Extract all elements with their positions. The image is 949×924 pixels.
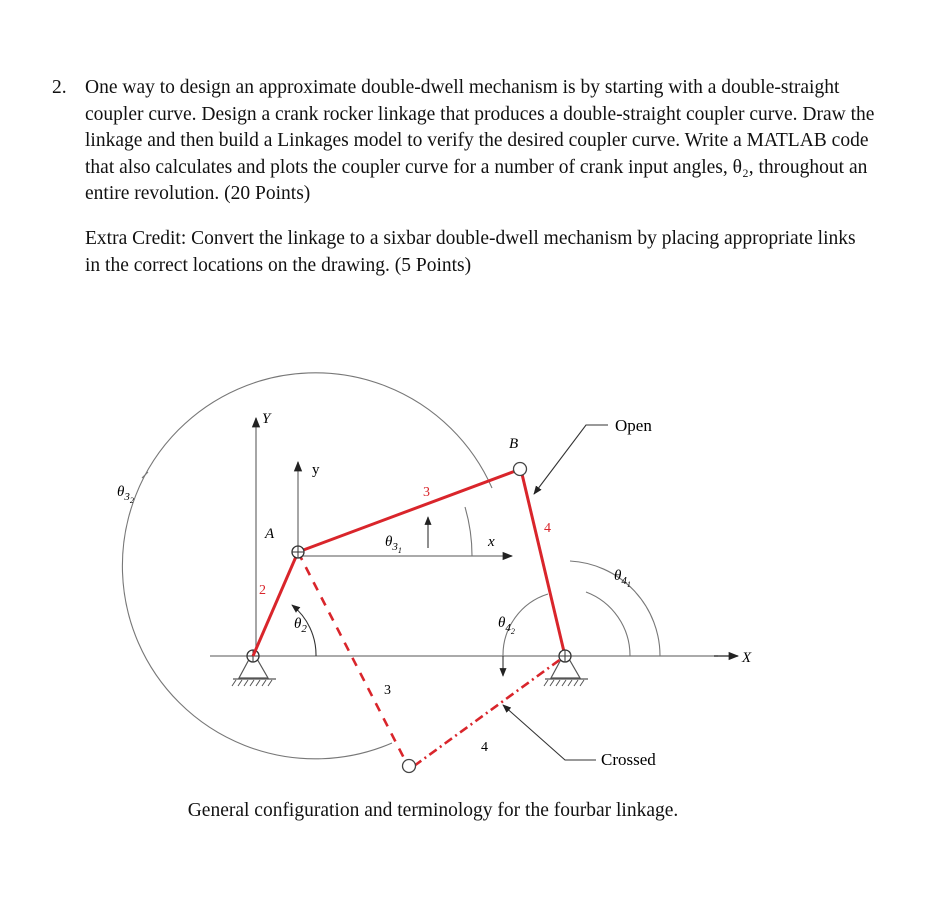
label-theta32: $\theta_{32}$	[117, 484, 134, 505]
figure-caption: General configuration and terminology for the fourbar linkage.	[187, 800, 679, 821]
label-link-4-open: 4	[544, 521, 551, 536]
theta31-arc	[465, 507, 472, 556]
joint-O4	[559, 650, 571, 662]
fourbar-linkage-diagram	[0, 350, 949, 800]
label-link-2: 2	[259, 583, 266, 598]
link-4-open	[522, 474, 565, 656]
extra-credit-text: Extra Credit: Convert the linkage to a sixbar double-dwell mechanism by placing appropriate links in the correct locations on the drawing. (5 Points)	[85, 228, 856, 276]
link-2	[253, 552, 298, 656]
label-link-4-crossed: 4	[481, 740, 488, 755]
link-3-open	[298, 470, 518, 552]
label-theta31: $\theta_{31}$	[385, 534, 402, 555]
label-link-3-crossed: 3	[384, 683, 391, 698]
theta32-arc	[122, 373, 492, 759]
label-B: B	[509, 436, 519, 452]
problem-2	[52, 75, 902, 208]
label-A: A	[265, 526, 275, 542]
theta32-leader	[142, 472, 148, 478]
open-leader	[534, 425, 608, 494]
label-theta42: $\theta_{42}$	[498, 615, 515, 636]
problem-number: 2.	[52, 77, 67, 98]
problem-text: One way to design an approximate double-dwell mechanism is by starting with a double-straight coupler curve. Design a crank rocker linkage that produces a double-straight coupler curve. Draw the linkage and then build a Linkages model to verify the desired coupler curve. Write a MATLAB code that also calculates and plots the coupler curve for a number of crank input angles, θ₂, throughout an entire revolution. (20 Points)	[85, 77, 875, 204]
label-y: y	[312, 462, 320, 478]
joint-B-open	[514, 463, 527, 476]
label-open: Open	[615, 416, 652, 435]
joint-A	[292, 546, 304, 558]
label-theta41: $\theta_{41}$	[614, 568, 631, 589]
label-Y: Y	[262, 411, 271, 427]
theta41-inner-arc	[586, 592, 630, 656]
crossed-leader	[503, 705, 596, 760]
label-crossed: Crossed	[601, 750, 656, 769]
label-link-3-open: 3	[423, 485, 430, 500]
label-X: X	[742, 650, 752, 666]
label-theta2: $\theta_2$	[294, 616, 307, 635]
label-x: x	[488, 534, 495, 550]
joint-B-crossed	[403, 760, 416, 773]
link-3-crossed	[298, 552, 406, 762]
link-4-crossed	[414, 656, 565, 766]
